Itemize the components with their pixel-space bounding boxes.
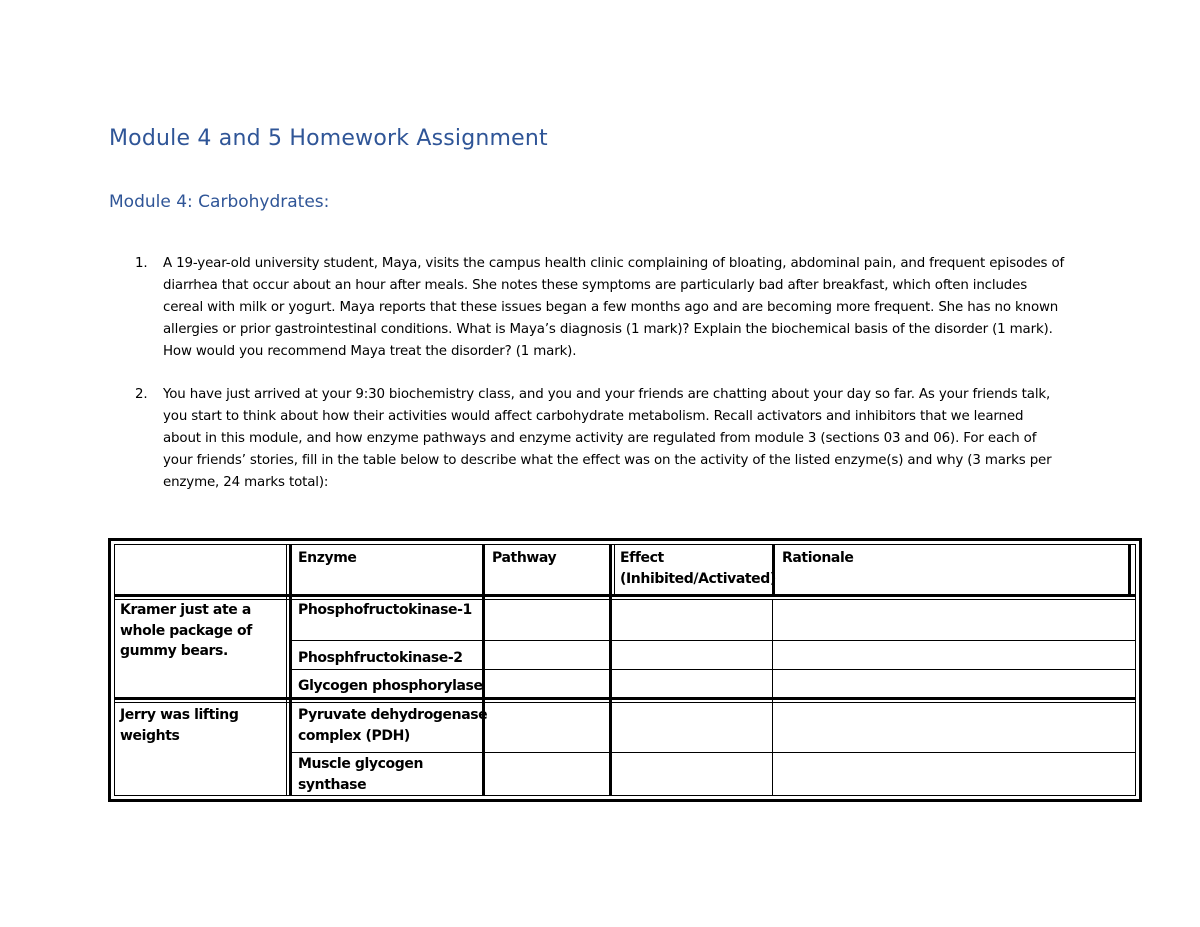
header-effect-line: (Inhibited/Activated): [620, 570, 776, 587]
question-line: about in this module, and how enzyme pathways and enzyme activity are regulated from module 3 (sections 03 and 06). For each of: [163, 431, 1037, 446]
friend-line: weights: [120, 727, 180, 744]
header-rationale: Rationale: [782, 550, 854, 566]
friend-line: gummy bears.: [120, 643, 228, 659]
enzyme-muscle-glycogen-synthase: [298, 754, 423, 795]
column-divider: [614, 544, 615, 594]
column-divider: [609, 544, 612, 796]
question-line: your friends’ stories, fill in the table below to describe what the effect was on the activity of the listed enzyme(s) and why (3 marks per: [163, 453, 1052, 468]
header-enzyme: Enzyme: [298, 550, 357, 566]
table-border: [1135, 544, 1136, 796]
enzyme-line: Pyruvate dehydrogenase: [298, 707, 488, 723]
question-line: You have just arrived at your 9:30 biochemistry class, and you and your friends are chatting about your day so far. As your friends talk,: [163, 387, 1051, 402]
column-divider: [286, 544, 287, 796]
enzyme-table: [108, 538, 1142, 802]
header-pathway: Pathway: [492, 550, 557, 566]
question-line: diarrhea that occur about an hour after meals. She notes these symptoms are particularly bad after breakfast, which often includes: [163, 278, 1028, 293]
enzyme-glycogen-phosphorylase: Glycogen phosphorylase: [298, 678, 483, 694]
table-border: [114, 544, 115, 796]
friend-kramer: [120, 600, 252, 662]
table-border: [114, 544, 1136, 545]
enzyme-pdh: [298, 705, 487, 746]
row-divider: [292, 669, 1136, 670]
section-heading: Module 4: Carbohydrates:: [109, 192, 330, 212]
enzyme-pfk2: Phosphfructokinase-2: [298, 650, 463, 666]
row-divider: [292, 752, 1136, 753]
friend-line: Jerry was lifting: [120, 707, 239, 723]
header-divider: [114, 599, 1136, 600]
enzyme-line: complex (PDH): [298, 727, 410, 744]
question-line: cereal with milk or yogurt. Maya reports that these issues began a few months ago and are becoming more frequent. She has no known: [163, 300, 1059, 315]
question-line: How would you recommend Maya treat the disorder? (1 mark).: [163, 344, 577, 359]
question-number: 1.: [135, 256, 148, 271]
question-line: you start to think about how their activities would affect carbohydrate metabolism. Recall activators and inhibitors that we learned: [163, 409, 1024, 424]
question-text: [163, 384, 1095, 494]
column-divider: [482, 544, 485, 796]
question-2: [135, 384, 1095, 494]
question-line: allergies or prior gastrointestinal conditions. What is Maya’s diagnosis (1 mark)? Explain the biochemical basis of the disorder (1 mark).: [163, 322, 1053, 337]
column-divider: [1128, 544, 1131, 594]
friend-line: Kramer just ate a: [120, 602, 251, 618]
header-effect: [620, 548, 776, 589]
column-divider: [289, 544, 292, 796]
question-line: enzyme, 24 marks total):: [163, 475, 329, 490]
group-divider: [114, 702, 1136, 703]
column-divider: [772, 600, 773, 796]
friend-jerry: [120, 705, 238, 746]
question-text: [163, 253, 1095, 363]
question-line: A 19-year-old university student, Maya, visits the campus health clinic complaining of bloating, abdominal pain, and frequent episodes of: [163, 256, 1065, 271]
question-number: 2.: [135, 387, 148, 402]
question-1: [135, 253, 1095, 363]
header-effect-line: Effect: [620, 550, 664, 566]
table-border: [114, 795, 1136, 796]
friend-line: whole package of: [120, 622, 252, 639]
header-divider: [114, 594, 1136, 597]
row-divider: [292, 640, 1136, 641]
group-divider: [114, 697, 1136, 700]
enzyme-pfk1: Phosphofructokinase-1: [298, 602, 472, 618]
enzyme-line: Muscle glycogen: [298, 756, 424, 772]
enzyme-table-grid: [114, 544, 1136, 796]
enzyme-line: synthase: [298, 776, 367, 793]
document-title: Module 4 and 5 Homework Assignment: [109, 126, 548, 151]
